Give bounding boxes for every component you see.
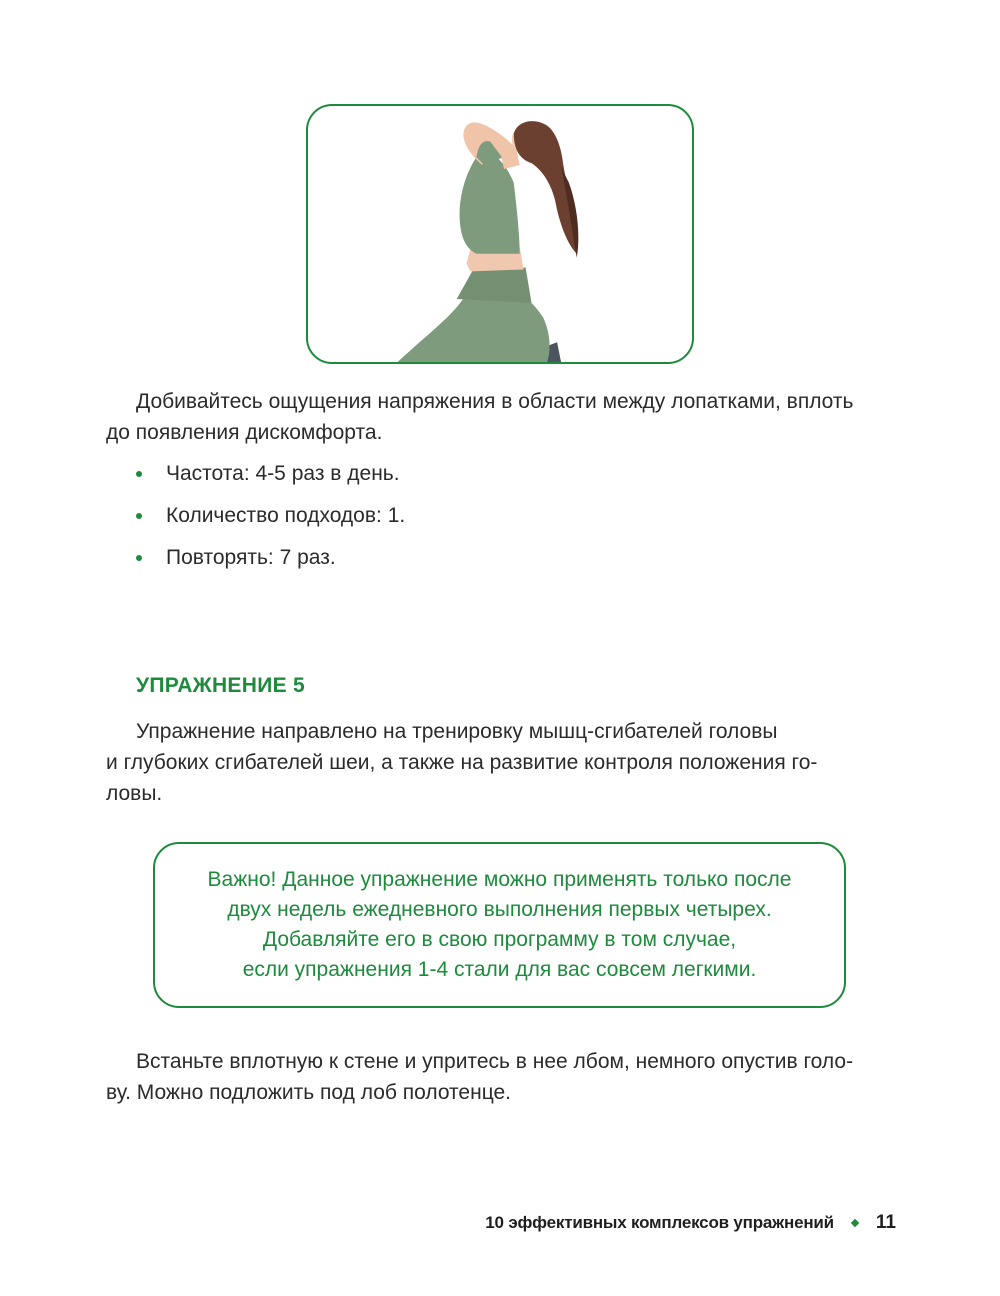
- paragraph-sensation-line1: Добивайтесь ощущения напряжения в области между лопатками, вплоть: [136, 390, 854, 413]
- important-note-box: [153, 842, 846, 1008]
- paragraph-instruction: [106, 1046, 896, 1108]
- paragraph-sensation: [106, 386, 896, 448]
- list-item: Количество подходов: 1.: [134, 500, 405, 542]
- bullet-dot-icon: [136, 555, 142, 561]
- exercise-photo-frame: [306, 104, 694, 364]
- note-line: двух недель ежедневного выполнения первых четырех.: [227, 898, 772, 921]
- book-title: 10 эффективных комплексов упражнений: [485, 1213, 834, 1232]
- woman-stretching-photo-icon: [308, 106, 692, 362]
- diamond-separator-icon: [851, 1219, 859, 1227]
- note-line: Добавляйте его в свою программу в том случае,: [262, 928, 737, 951]
- section-intro: [106, 716, 896, 809]
- paragraph-instruction-line2: ву. Можно подложить под лоб полотенце.: [106, 1081, 512, 1104]
- page-footer: [485, 1212, 896, 1234]
- note-line: если упражнения 1-4 стали для вас совсем легкими.: [242, 958, 757, 981]
- bullet-dot-icon: [136, 471, 142, 477]
- bullet-dot-icon: [136, 513, 142, 519]
- parameters-list: [134, 458, 405, 584]
- paragraph-instruction-line1: Встаньте вплотную к стене и упритесь в нее лбом, немного опустив голо-: [136, 1050, 854, 1073]
- page-number: 11: [875, 1212, 896, 1233]
- section-intro-line3: ловы.: [106, 782, 163, 805]
- section-heading: УПРАЖНЕНИЕ 5: [136, 674, 306, 697]
- list-item: Повторять: 7 раз.: [134, 542, 405, 584]
- list-item: Частота: 4-5 раз в день.: [134, 458, 405, 500]
- section-intro-line1: Упражнение направлено на тренировку мышц-сгибателей головы: [136, 720, 778, 743]
- note-line: Важно! Данное упражнение можно применять только после: [207, 868, 792, 891]
- paragraph-sensation-line2: до появления дискомфорта.: [106, 421, 383, 444]
- section-intro-line2: и глубоких сгибателей шеи, а также на развитие контроля положения го-: [106, 751, 818, 774]
